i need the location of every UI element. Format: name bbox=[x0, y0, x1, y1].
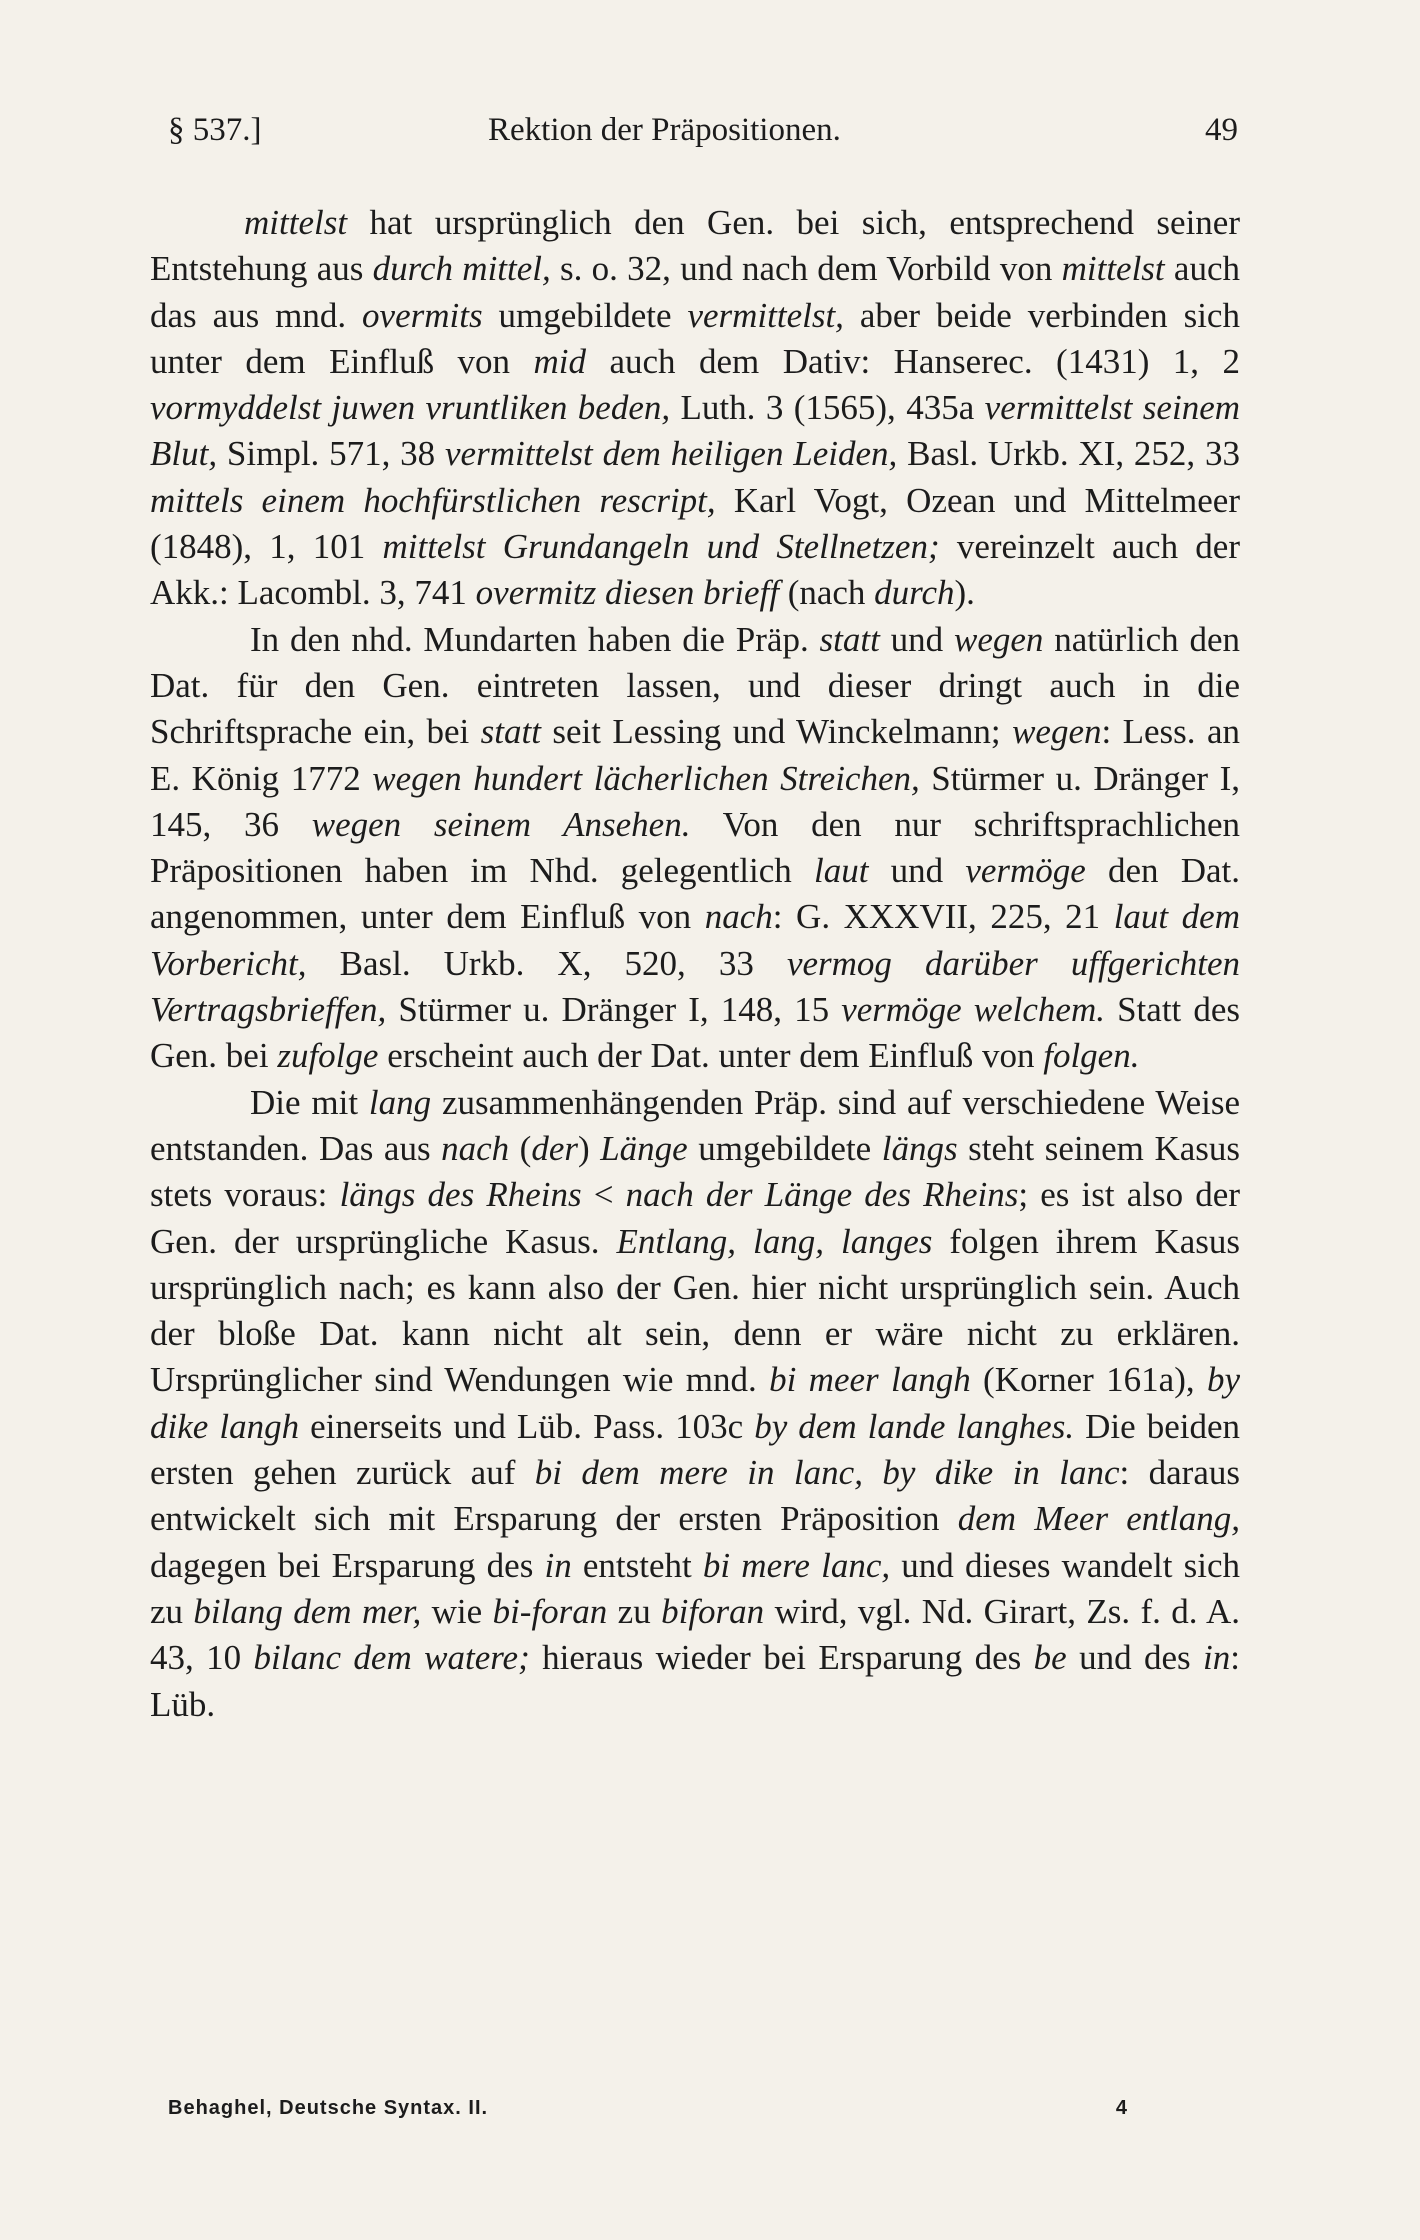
italic-text-run: mittels einem hochfürstlichen rescript, bbox=[150, 480, 716, 520]
italic-text-run: by dem lande langhes. bbox=[754, 1406, 1075, 1446]
text-run: Statt des Gen. bei bbox=[150, 990, 1241, 1076]
paragraph bbox=[150, 617, 1240, 1080]
text-run: : Less. an E. König 1772 bbox=[150, 712, 1240, 798]
italic-text-run: laut bbox=[813, 851, 869, 891]
text-run: umgebildete bbox=[687, 1128, 882, 1168]
italic-text-run: durch bbox=[874, 573, 955, 613]
running-head bbox=[168, 112, 1238, 162]
italic-text-run: Länge bbox=[600, 1128, 688, 1168]
text-run: Von den nur schriftsprachlichen Präpositionen haben im Nhd. gelegentlich bbox=[150, 804, 1241, 891]
text-run: zusammenhängenden Präp. sind auf verschiedene Weise entstanden. Das aus bbox=[150, 1082, 1240, 1168]
text-run: Simpl. 571, 38 bbox=[217, 434, 446, 474]
italic-text-run: bi-foran bbox=[492, 1591, 608, 1631]
text-run: s. o. 32, und nach dem Vorbild von bbox=[550, 249, 1062, 289]
text-run: < bbox=[581, 1175, 626, 1215]
text-run: Basl. Urkb. XI, 252, 33 bbox=[897, 434, 1240, 474]
text-run: hieraus wieder bei Ersparung des bbox=[529, 1638, 1034, 1678]
text-run: : Lüb. bbox=[150, 1638, 1241, 1724]
italic-text-run: bi dem mere in lanc, by dike in lanc bbox=[534, 1453, 1120, 1493]
text-run: vereinzelt auch der Akk.: Lacombl. 3, 741 bbox=[150, 527, 1240, 613]
paragraph bbox=[150, 1080, 1240, 1728]
italic-text-run: vormyddelst juwen vruntliken beden, bbox=[150, 388, 671, 428]
italic-text-run: wegen hundert lächerlichen Streichen, bbox=[372, 758, 920, 798]
page-number: 49 bbox=[1205, 112, 1238, 148]
italic-text-run: zufolge bbox=[277, 1036, 379, 1076]
italic-text-run: vermöge bbox=[965, 851, 1086, 891]
book-signature-line: Behaghel, Deutsche Syntax. II. bbox=[168, 2097, 489, 2119]
italic-text-run: nach bbox=[704, 897, 773, 937]
italic-text-run: vermöge welchem. bbox=[841, 990, 1105, 1030]
italic-text-run: biforan bbox=[661, 1591, 765, 1631]
text-run: steht seinem Kasus stets voraus: bbox=[150, 1128, 1240, 1215]
text-run: : G. XXXVII, 225, 21 bbox=[772, 897, 1114, 937]
sheet-signature: 4 bbox=[1115, 2097, 1128, 2119]
text-run: Karl Vogt, Ozean und Mittelmeer (1848), 1, 101 bbox=[150, 480, 1240, 567]
text-run: und des bbox=[1066, 1638, 1204, 1678]
text-run: und dieses wandelt sich zu bbox=[150, 1545, 1240, 1631]
italic-text-run: vermittelst, bbox=[687, 295, 844, 335]
italic-text-run: mittelst bbox=[244, 203, 348, 242]
italic-text-run: laut dem Vorbericht, bbox=[150, 897, 1240, 983]
italic-text-run: mid bbox=[533, 341, 586, 381]
text-run: Stürmer u. Dränger I, 145, 36 bbox=[150, 758, 1240, 844]
text-run: Die beiden ersten gehen zurück auf bbox=[150, 1406, 1241, 1493]
text-run: umgebildete bbox=[482, 295, 688, 335]
running-title: Rektion der Präpositionen. bbox=[488, 112, 841, 148]
text-run: wie bbox=[421, 1591, 493, 1631]
italic-text-run: Entlang, lang, langes bbox=[616, 1221, 933, 1261]
italic-text-run: mittelst Grundangeln und Stellnetzen; bbox=[382, 527, 940, 567]
italic-text-run: lang bbox=[368, 1082, 432, 1122]
italic-text-run: vermog darüber uffgerichten Vertragsbrieffen, bbox=[150, 943, 1240, 1030]
italic-text-run: durch mittel, bbox=[372, 249, 551, 289]
text-run: hat ursprünglich den Gen. bei sich, entsprechend seiner Entstehung aus bbox=[150, 203, 1240, 289]
italic-text-run: bilanc dem watere; bbox=[253, 1638, 530, 1678]
italic-text-run: längs des Rheins bbox=[339, 1175, 582, 1215]
italic-text-run: wegen bbox=[1012, 712, 1102, 752]
text-run: ( bbox=[509, 1128, 532, 1168]
text-run: seit Lessing und Winckelmann; bbox=[540, 712, 1013, 752]
text-run: folgen ihrem Kasus ursprünglich nach; es kann also der Gen. hier nicht ursprünglich sein. Auch der bloße Dat. kann nicht alt sein, denn er wäre nicht zu erklären. Ursprünglicher sind Wendungen wie mnd. bbox=[150, 1221, 1240, 1400]
italic-text-run: wegen seinem Ansehen. bbox=[311, 804, 691, 844]
text-run: (nach bbox=[778, 573, 875, 613]
italic-text-run: be bbox=[1033, 1638, 1067, 1678]
italic-text-run: vermittelst seinem Blut, bbox=[150, 388, 1241, 474]
italic-text-run: in bbox=[544, 1545, 572, 1585]
italic-text-run: längs bbox=[881, 1128, 958, 1168]
italic-text-run: bi mere lanc, bbox=[702, 1545, 891, 1585]
italic-text-run: statt bbox=[819, 619, 880, 659]
text-run: entsteht bbox=[571, 1545, 703, 1585]
text-run: Stürmer u. Dränger I, 148, 15 bbox=[386, 990, 842, 1030]
italic-text-run: mittelst bbox=[1061, 249, 1165, 289]
italic-text-run: bilang dem mer, bbox=[193, 1591, 422, 1631]
text-run: Die mit bbox=[250, 1082, 369, 1122]
italic-text-run: der bbox=[531, 1128, 578, 1168]
text-run: den Dat. angenommen, unter dem Einfluß von bbox=[150, 851, 1241, 937]
italic-text-run: folgen. bbox=[1043, 1036, 1140, 1076]
text-run: einerseits und Lüb. Pass. 103c bbox=[299, 1406, 755, 1446]
text-run: auch das aus mnd. bbox=[150, 249, 1240, 335]
italic-text-run: vermittelst dem heiligen Leiden, bbox=[445, 434, 898, 474]
text-run: ) bbox=[578, 1128, 601, 1168]
text-run: (Korner 161a), bbox=[970, 1360, 1207, 1400]
italic-text-run: in bbox=[1203, 1638, 1231, 1678]
italic-text-run: overmits bbox=[362, 295, 483, 335]
text-run: und bbox=[879, 619, 954, 659]
text-run: dagegen bei Ersparung des bbox=[150, 1545, 545, 1585]
italic-text-run: wegen bbox=[953, 619, 1044, 659]
italic-text-run: nach bbox=[441, 1128, 510, 1168]
text-run: ; es ist also der Gen. der ursprüngliche Kasus. bbox=[150, 1175, 1240, 1261]
text-run: Basl. Urkb. X, 520, 33 bbox=[306, 943, 787, 983]
text-run: ). bbox=[954, 573, 975, 613]
section-number: § 537.] bbox=[168, 112, 262, 148]
text-run: In den nhd. Mundarten haben die Präp. bbox=[250, 619, 820, 659]
paragraph bbox=[150, 200, 1240, 617]
italic-text-run: bi meer langh bbox=[769, 1360, 971, 1400]
italic-text-run: by dike langh bbox=[150, 1360, 1241, 1446]
text-run: aber beide verbinden sich unter dem Einfluß von bbox=[150, 295, 1240, 381]
text-run: auch dem Dativ: Hanserec. (1431) 1, 2 bbox=[586, 341, 1241, 381]
italic-text-run: overmitz diesen brieff bbox=[475, 573, 779, 613]
italic-text-run: nach der Länge des Rheins bbox=[625, 1175, 1019, 1215]
text-run: : daraus entwickelt sich mit Ersparung der ersten Präposition bbox=[150, 1453, 1240, 1539]
text-run: erscheint auch der Dat. unter dem Einfluß von bbox=[378, 1036, 1044, 1076]
body-text bbox=[150, 200, 1240, 1728]
italic-text-run: dem Meer entlang, bbox=[957, 1499, 1240, 1539]
text-run: zu bbox=[607, 1591, 662, 1631]
text-run: Luth. 3 (1565), 435a bbox=[670, 388, 985, 428]
italic-text-run: statt bbox=[480, 712, 541, 752]
text-run: und bbox=[868, 851, 966, 891]
text-run: wird, vgl. Nd. Girart, Zs. f. d. A. 43, 10 bbox=[150, 1591, 1240, 1678]
text-run: natürlich den Dat. für den Gen. eintreten lassen, und dieser dringt auch in die Schriftsprache ein, bei bbox=[150, 619, 1240, 752]
page-footer bbox=[168, 2097, 1128, 2137]
